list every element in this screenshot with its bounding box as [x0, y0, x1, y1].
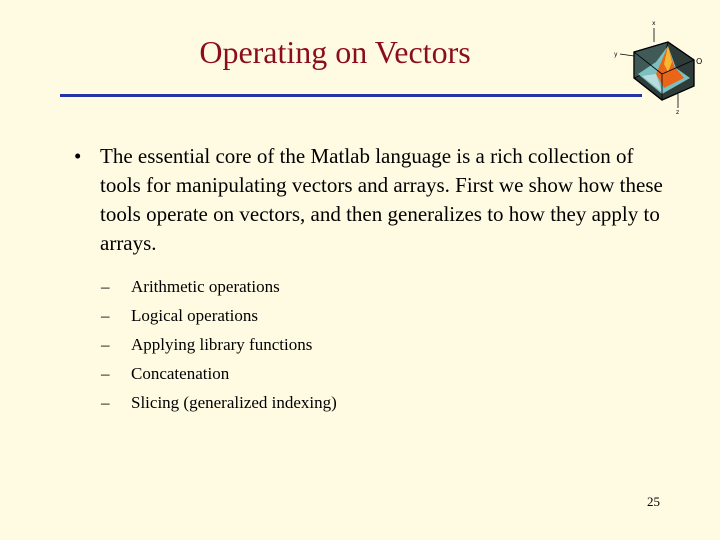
svg-text:x: x: [652, 20, 656, 27]
list-item-label: Logical operations: [131, 306, 258, 325]
matlab-membrane-logo-icon: [612, 16, 708, 120]
title-underline: [60, 94, 642, 97]
list-item: [101, 330, 501, 359]
list-item-label: Applying library functions: [131, 335, 313, 354]
slide-title: Operating on Vectors: [199, 34, 471, 70]
list-item: [101, 388, 501, 417]
list-item: [101, 359, 501, 388]
list-item-label: Arithmetic operations: [131, 277, 280, 296]
list-item-label: Concatenation: [131, 364, 230, 383]
svg-text:z: z: [676, 109, 680, 116]
sub-bullet-list: [101, 272, 501, 417]
page-number: 25: [647, 494, 660, 509]
list-item-label: Slicing (generalized indexing): [131, 393, 337, 412]
dash-marker: –: [101, 277, 110, 296]
main-bullet: [74, 142, 664, 258]
dash-marker: –: [101, 306, 110, 325]
svg-text:O: O: [696, 57, 703, 66]
main-bullet-text: The essential core of the Matlab language is a rich collection of tools for manipulating vectors and arrays. First we show how these tools operate on vectors, and then generalizes to how they apply to arrays.: [100, 144, 663, 255]
dash-marker: –: [101, 393, 110, 412]
svg-text:y: y: [614, 51, 618, 58]
list-item: [101, 301, 501, 330]
list-item: [101, 272, 501, 301]
dash-marker: –: [101, 335, 110, 354]
dash-marker: –: [101, 364, 110, 383]
bullet-marker: •: [74, 144, 82, 168]
